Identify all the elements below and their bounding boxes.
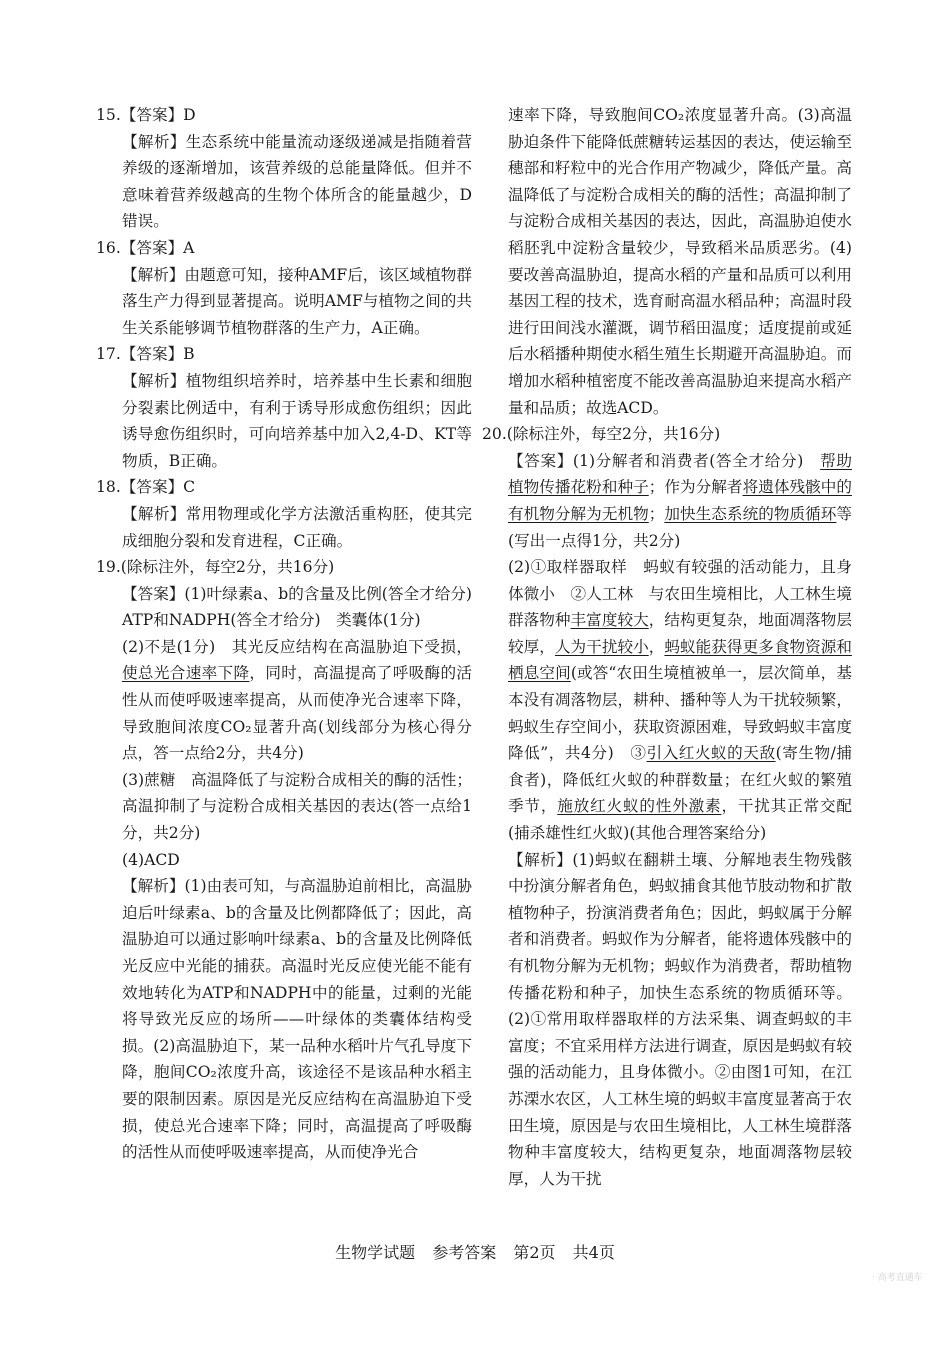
q19-answer-2-key-point: 使总光合速率下降 — [122, 664, 250, 683]
q20-a1-key-2: 将遗体残骸中的有机物分解为无机物 — [508, 478, 852, 523]
q20-heading: 20.(除标注外，每空2分，共16分) — [482, 425, 721, 444]
right-column — [482, 102, 852, 1192]
q20-a2-key-5: 施放红火蚁的性外激素 — [557, 797, 722, 816]
q20-a2-text-k: ，干扰其正常交配(捕杀雄性红火蚁)(其他合理答案给分) — [508, 797, 852, 843]
watermark: · 高考直通车 — [872, 1273, 923, 1283]
q16-answer: 16.【答案】A — [96, 238, 195, 257]
footer-subject: 生物学试题 — [335, 1243, 416, 1262]
q20-a2-key-3: 蚂蚁能获得更多食物资源和栖息空间 — [508, 637, 852, 683]
q15-answer: 15.【答案】D — [96, 106, 196, 124]
q20-a2-text-i: (寄生物/捕食者)，降低红火蚁的种群数量；在红火蚁的繁殖季节， — [508, 744, 852, 816]
q19-answer-2-text-a: (2)不是(1分) 其光反应结构在高温胁迫下受损， — [122, 637, 472, 656]
q20-analysis: 【解析】(1)蚂蚁在翻耕土壤、分解地表生物残骸中扮演分解者角色，蚂蚁捕食其他节肢动物和扩散植物种子，扮演消费者角色；因此，蚂蚁属于分解者和消费者。蚂蚁作为分解者，能将遗体残骸中的有机物分解为无机物；蚂蚁作为消费者，帮助植物传播花粉和种子，加快生态系统的物质循环等。(2)①常用取样器取样的方法采集、调查蚂蚁的丰富度；不宜采用样方法进行调查，原因是蚂蚁有较强的活动能力，且身体微小。②由图1可知，在江苏溧水农区，人工林生境的蚂蚁丰富度显著高于农田生境，原因是与农田生境相比，人工林生境群落物种丰富度较大，结构更复杂，地面凋落物层较厚，人为干扰 — [508, 850, 852, 1188]
q16-analysis: 【解析】由题意可知，接种AMF后，该区域植物群落生产力得到显著提高。说明AMF与植物之间的共生关系能够调节植物群落的生产力，A正确。 — [122, 265, 472, 337]
q20-answer-2 — [482, 554, 852, 847]
q20-a2-text-c: ，结构更复杂，地面凋落物层较厚， — [508, 611, 852, 656]
q19-analysis: 【解析】(1)由表可知，与高温胁迫前相比，高温胁迫后叶绿素a、b的含量及比例都降低了；因此，高温胁迫可以通过影响叶绿素a、b的含量及比例降低光反应中光能的捕获。高温时光反应使光能不能有效地转化为ATP和NADPH中的能量，过剩的光能将导致光反应的场所——叶绿体的类囊体结构受损。(2)高温胁迫下，某一品种水稻叶片气孔导度下降，胞间CO₂浓度升高，该途径不是该品种水稻主要的限制因素。原因是光反应结构在高温胁迫下受损，使总光合速率下降；同时，高温提高了呼吸酶的活性从而使呼吸速率提高，从而使净光合 — [122, 877, 472, 1162]
q17-answer: 17.【答案】B — [96, 345, 195, 364]
footer-total-pages: 共4页 — [572, 1243, 615, 1262]
q19-heading: 19.(除标注外，每空2分，共16分) — [96, 558, 335, 577]
q20-answer-1 — [482, 448, 852, 554]
q15-analysis: 【解析】生态系统中能量流动逐级递减是指随着营养级的逐渐增加，该营养级的总能量降低。但并不意味着营养级越高的生物个体所含的能量越少，D错误。 — [122, 132, 472, 231]
q20-a1-text-e: ； — [648, 504, 665, 523]
q20-a1-text-c: ；作为分解者 — [648, 478, 743, 497]
q20-a1-key-3: 加快生态系统的物质循环 — [664, 504, 837, 523]
q17-analysis: 【解析】植物组织培养时，培养基中生长素和细胞分裂素比例适中，有利于诱导形成愈伤组织；因此诱导愈伤组织时，可向培养基中加入2,4-D、KT等物质，B正确。 — [122, 371, 472, 470]
q20-a1-key-1: 帮助植物传播花粉和种子 — [508, 451, 852, 497]
q20-a1-text-g: 等(写出一点得1分，共2分) — [508, 504, 852, 550]
q18-answer: 18.【答案】C — [96, 478, 196, 497]
footer-doc-type: 参考答案 — [432, 1243, 497, 1262]
q20-a2-text-e: ， — [648, 637, 665, 656]
q20-a2-key-1: 丰富度较大 — [570, 611, 649, 630]
q19-analysis-continued: 速率下降，导致胞间CO₂浓度显著升高。(3)高温胁迫条件下能降低蔗糖转运基因的表达，使运输至穗部和籽粒中的光合作用产物减少，降低产量。高温降低了与淀粉合成相关的酶的活性；高温抑制了与淀粉合成相关基因的表达，因此，高温胁迫使水稻胚乳中淀粉含量较少，导致稻米品质恶劣。(4)要改善高温胁迫，提高水稻的产量和品质可以利用基因工程的技术，选育耐高温水稻品种；高温时段进行田间浅水灌溉，调节稻田温度；适度提前或延后水稻播种期使水稻生殖生长期避开高温胁迫。而增加水稻种植密度不能改善高温胁迫来提高水稻产量和品质；故选ACD。 — [508, 106, 852, 417]
q19-answer-1: 【答案】(1)叶绿素a、b的含量及比例(答全才给分) ATP和NADPH(答全才给分) 类囊体(1分) — [122, 584, 488, 630]
q20-a2-key-4: 引入红火蚁的天敌 — [646, 744, 776, 763]
q19-answer-3: (3)蔗糖 高温降低了与淀粉合成相关的酶的活性；高温抑制了与淀粉合成相关基因的表达(答一点给1分，共2分) — [122, 770, 472, 843]
q20-a2-text-a: (2)①取样器取样 蚂蚁有较强的活动能力，且身体微小 ②人工林 与农田生境相比，人工林生境群落物种 — [508, 558, 852, 630]
q19-answer-4: (4)ACD — [122, 850, 180, 869]
q19-answer-2 — [96, 634, 472, 767]
left-column — [96, 102, 488, 1166]
page-footer — [0, 1240, 950, 1263]
q19-answer-2-text-c: ，同时，高温提高了呼吸酶的活性从而使呼吸速率提高，从而使净光合速率下降，导致胞间浓度CO₂显著升高(划线部分为核心得分点，答一点给2分，共4分) — [122, 664, 472, 763]
footer-page-number: 第2页 — [513, 1243, 556, 1262]
q20-a2-key-2: 人为干扰较小 — [554, 637, 649, 656]
q20-a2-text-g: (或答“农田生境植被单一，层次简单，基本没有凋落物层，耕种、播种等人为干扰较频繁，蚂蚁生存空间小，获取资源困难，导致蚂蚁丰富度降低”，共4分) ③ — [508, 664, 852, 763]
q20-a1-text-a: 【答案】(1)分解者和消费者(答全才给分) — [508, 451, 821, 470]
q18-analysis: 【解析】常用物理或化学方法激活重构胚，使其完成细胞分裂和发育进程，C正确。 — [122, 504, 472, 550]
